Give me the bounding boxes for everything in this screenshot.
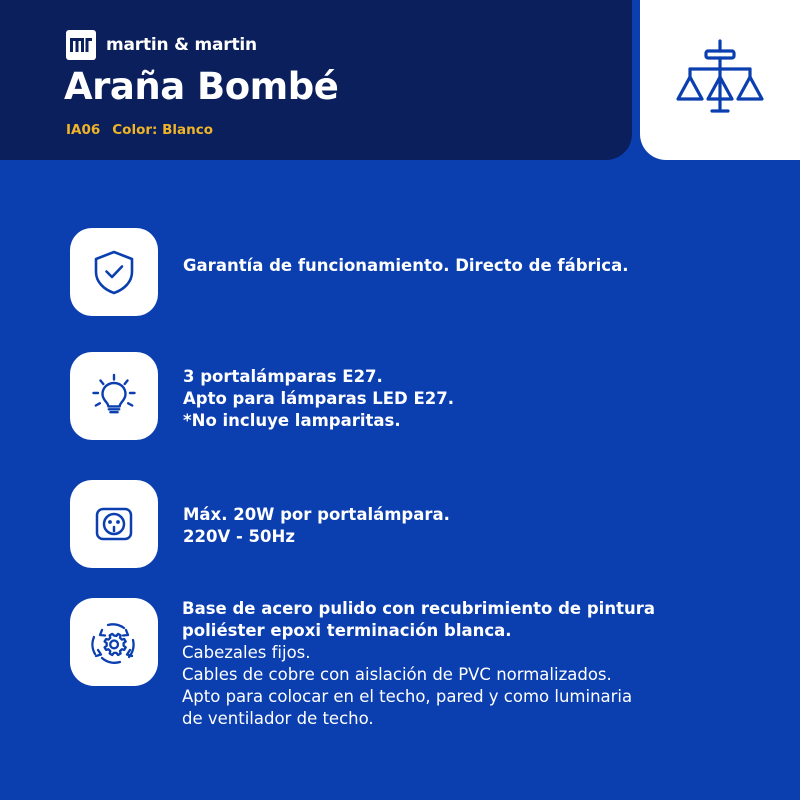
feature-line: de ventilador de techo. [182,708,374,728]
feature-line: Base de acero pulido con recubrimiento de pintura [182,599,655,618]
feature-line: Garantía de funcionamiento. Directo de fábrica. [183,256,629,275]
gear-cycle-icon [88,616,140,668]
product-color: Color: Blanco [112,122,214,138]
feature-line: *No incluye lamparitas. [183,410,401,430]
feature-line: Apto para lámparas LED E27. [183,388,455,408]
feature-text [183,228,628,277]
feature-text [182,598,655,730]
header-panel [0,0,632,160]
shield-check-icon [91,248,137,296]
feature-icon-badge [70,228,158,316]
list-item [0,480,800,568]
feature-line: Máx. 20W por portalámpara. [183,505,450,524]
feature-line: 220V - 50Hz [183,526,295,546]
feature-line: poliéster epoxi terminación blanca. [182,620,512,640]
feature-text [183,480,450,548]
feature-icon-badge [70,352,158,440]
feature-icon-badge [70,480,158,568]
list-item [0,598,800,730]
feature-line: Cabezales fijos. [182,642,311,662]
feature-list [0,200,800,730]
brand [66,30,257,60]
feature-text [183,352,454,432]
feature-icon-badge [70,598,158,686]
product-meta [66,122,213,138]
brand-name: martin & martin [106,35,257,55]
list-item [0,228,800,316]
page-title: Araña Bombé [64,65,339,108]
feature-line: Cables de cobre con aislación de PVC normalizados. [182,664,612,684]
mm-monogram-icon [66,30,96,60]
feature-line: 3 portalámparas E27. [183,367,383,386]
feature-line: Apto para colocar en el techo, pared y como luminaria [182,686,633,706]
product-icon-card [640,0,800,160]
light-bulb-icon [89,371,139,421]
list-item [0,352,800,440]
product-code: IA06 [66,122,101,138]
power-plug-socket-icon [90,500,138,548]
chandelier-icon [672,37,768,123]
